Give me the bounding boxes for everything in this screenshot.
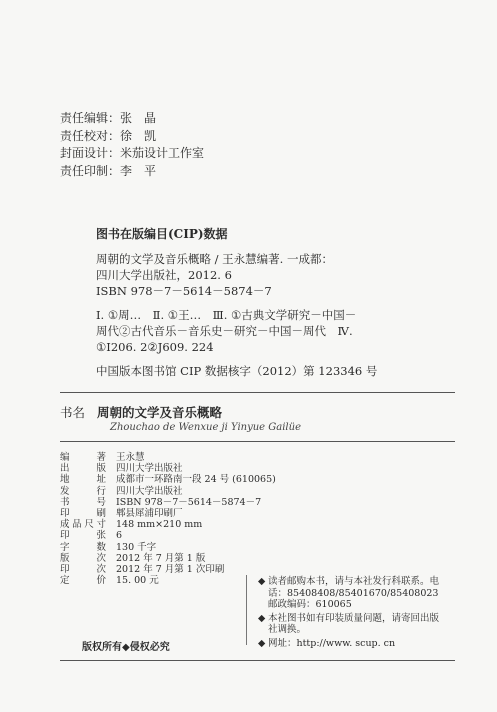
- note-mail-order: 读者邮购本书，请与本社发行科联系。电 话：85408408/85401670/85408023 邮政编码：610065: [268, 576, 448, 610]
- info-value: 6: [116, 530, 123, 542]
- info-key: 编 著: [60, 452, 106, 463]
- info-row: [60, 474, 276, 485]
- info-value: 四川大学出版社: [116, 485, 183, 497]
- info-key: 书 号: [60, 496, 106, 508]
- credit-editor: 责任编辑：张 晶: [60, 111, 157, 125]
- info-key: 地 址: [60, 474, 106, 486]
- book-title-pinyin: Zhouchao de Wenxue ji Yinyue Gailüe: [110, 422, 301, 433]
- info-key: 成 品 尺 寸: [60, 519, 106, 531]
- info-row: [60, 575, 276, 586]
- info-value: 2012 年 7 月第 1 版: [116, 552, 206, 564]
- info-key: 定 价: [60, 575, 106, 587]
- diamond-bullet-icon: ◆: [258, 612, 266, 624]
- note-website: 网址：http://www. scup. cn: [268, 637, 396, 649]
- cip-line: 周朝的文学及音乐概略 / 王永慧编著. 一成都：: [96, 252, 333, 266]
- cip-line: 四川大学出版社，2012. 6: [96, 268, 232, 282]
- credit-printing: 责任印制：李 平: [60, 163, 157, 178]
- info-row: [60, 542, 276, 553]
- info-row: [60, 463, 276, 474]
- info-key: 版 次: [60, 552, 106, 564]
- info-row: [60, 497, 276, 508]
- credit-proofreader: 责任校对：徐 凯: [60, 128, 157, 143]
- info-row: [60, 519, 276, 530]
- info-value: 成都市一环路南一段 24 号 (610065): [116, 474, 276, 486]
- divider-middle: [60, 441, 455, 442]
- column-divider: [246, 575, 247, 645]
- info-row: [60, 564, 276, 575]
- credit-cover-design: 封面设计：米茄设计工作室: [60, 146, 205, 160]
- note-item: [258, 576, 448, 611]
- cip-class-line: Ⅰ. ①周… Ⅱ. ①王… Ⅲ. ①古典文学研究－中国－: [96, 308, 357, 322]
- note-quality: 本社图书如有印装质量问题，请寄回出版社调换。: [268, 612, 440, 635]
- info-row: [60, 508, 276, 519]
- info-key: 字 数: [60, 541, 106, 553]
- info-value: 四川大学出版社: [116, 463, 183, 475]
- info-key: 发 行: [60, 485, 106, 497]
- info-row: [60, 486, 276, 497]
- info-value: ISBN 978－7－5614－5874－7: [116, 496, 262, 508]
- info-value: 王永慧: [116, 452, 145, 463]
- cip-class-line: ①I206. 2②J609. 224: [96, 340, 214, 354]
- info-key: 印 次: [60, 564, 106, 576]
- info-value: 130 千字: [116, 541, 157, 553]
- book-title-label: 书名: [60, 405, 86, 420]
- info-key: 印 张: [60, 530, 106, 542]
- divider-bottom: [60, 660, 455, 661]
- info-key: 出 版: [60, 463, 106, 475]
- cip-line: ISBN 978－7－5614－5874－7: [96, 284, 272, 298]
- info-value: 15. 00 元: [116, 575, 159, 587]
- note-item: [258, 638, 443, 650]
- info-value: 郫县犀浦印刷厂: [116, 508, 183, 520]
- info-row: [60, 553, 276, 564]
- book-title-row: [60, 403, 222, 421]
- info-value: 2012 年 7 月第 1 次印刷: [116, 564, 225, 576]
- diamond-bullet-icon: ◆: [258, 576, 266, 587]
- note-item: [258, 613, 443, 636]
- staff-credits: [60, 110, 204, 180]
- info-row: [60, 530, 276, 541]
- diamond-bullet-icon: ◆: [258, 637, 266, 649]
- book-title: 周朝的文学及音乐概略: [97, 405, 223, 420]
- cip-title: 图书在版编目(CIP)数据: [96, 227, 228, 241]
- cip-block: [96, 225, 377, 379]
- divider-top: [60, 392, 455, 393]
- copyright-notice: 版权所有◆侵权必究: [82, 642, 170, 653]
- info-value: 148 mm×210 mm: [116, 519, 203, 531]
- info-key: 印 刷: [60, 508, 106, 520]
- cip-class-line: 周代②古代音乐－音乐史－研究－中国－周代 Ⅳ.: [96, 324, 353, 338]
- reader-notes: [258, 576, 448, 651]
- cip-number: 中国版本图书馆 CIP 数据核字（2012）第 123346 号: [96, 364, 378, 378]
- publication-info: [60, 452, 276, 586]
- info-row: [60, 452, 276, 463]
